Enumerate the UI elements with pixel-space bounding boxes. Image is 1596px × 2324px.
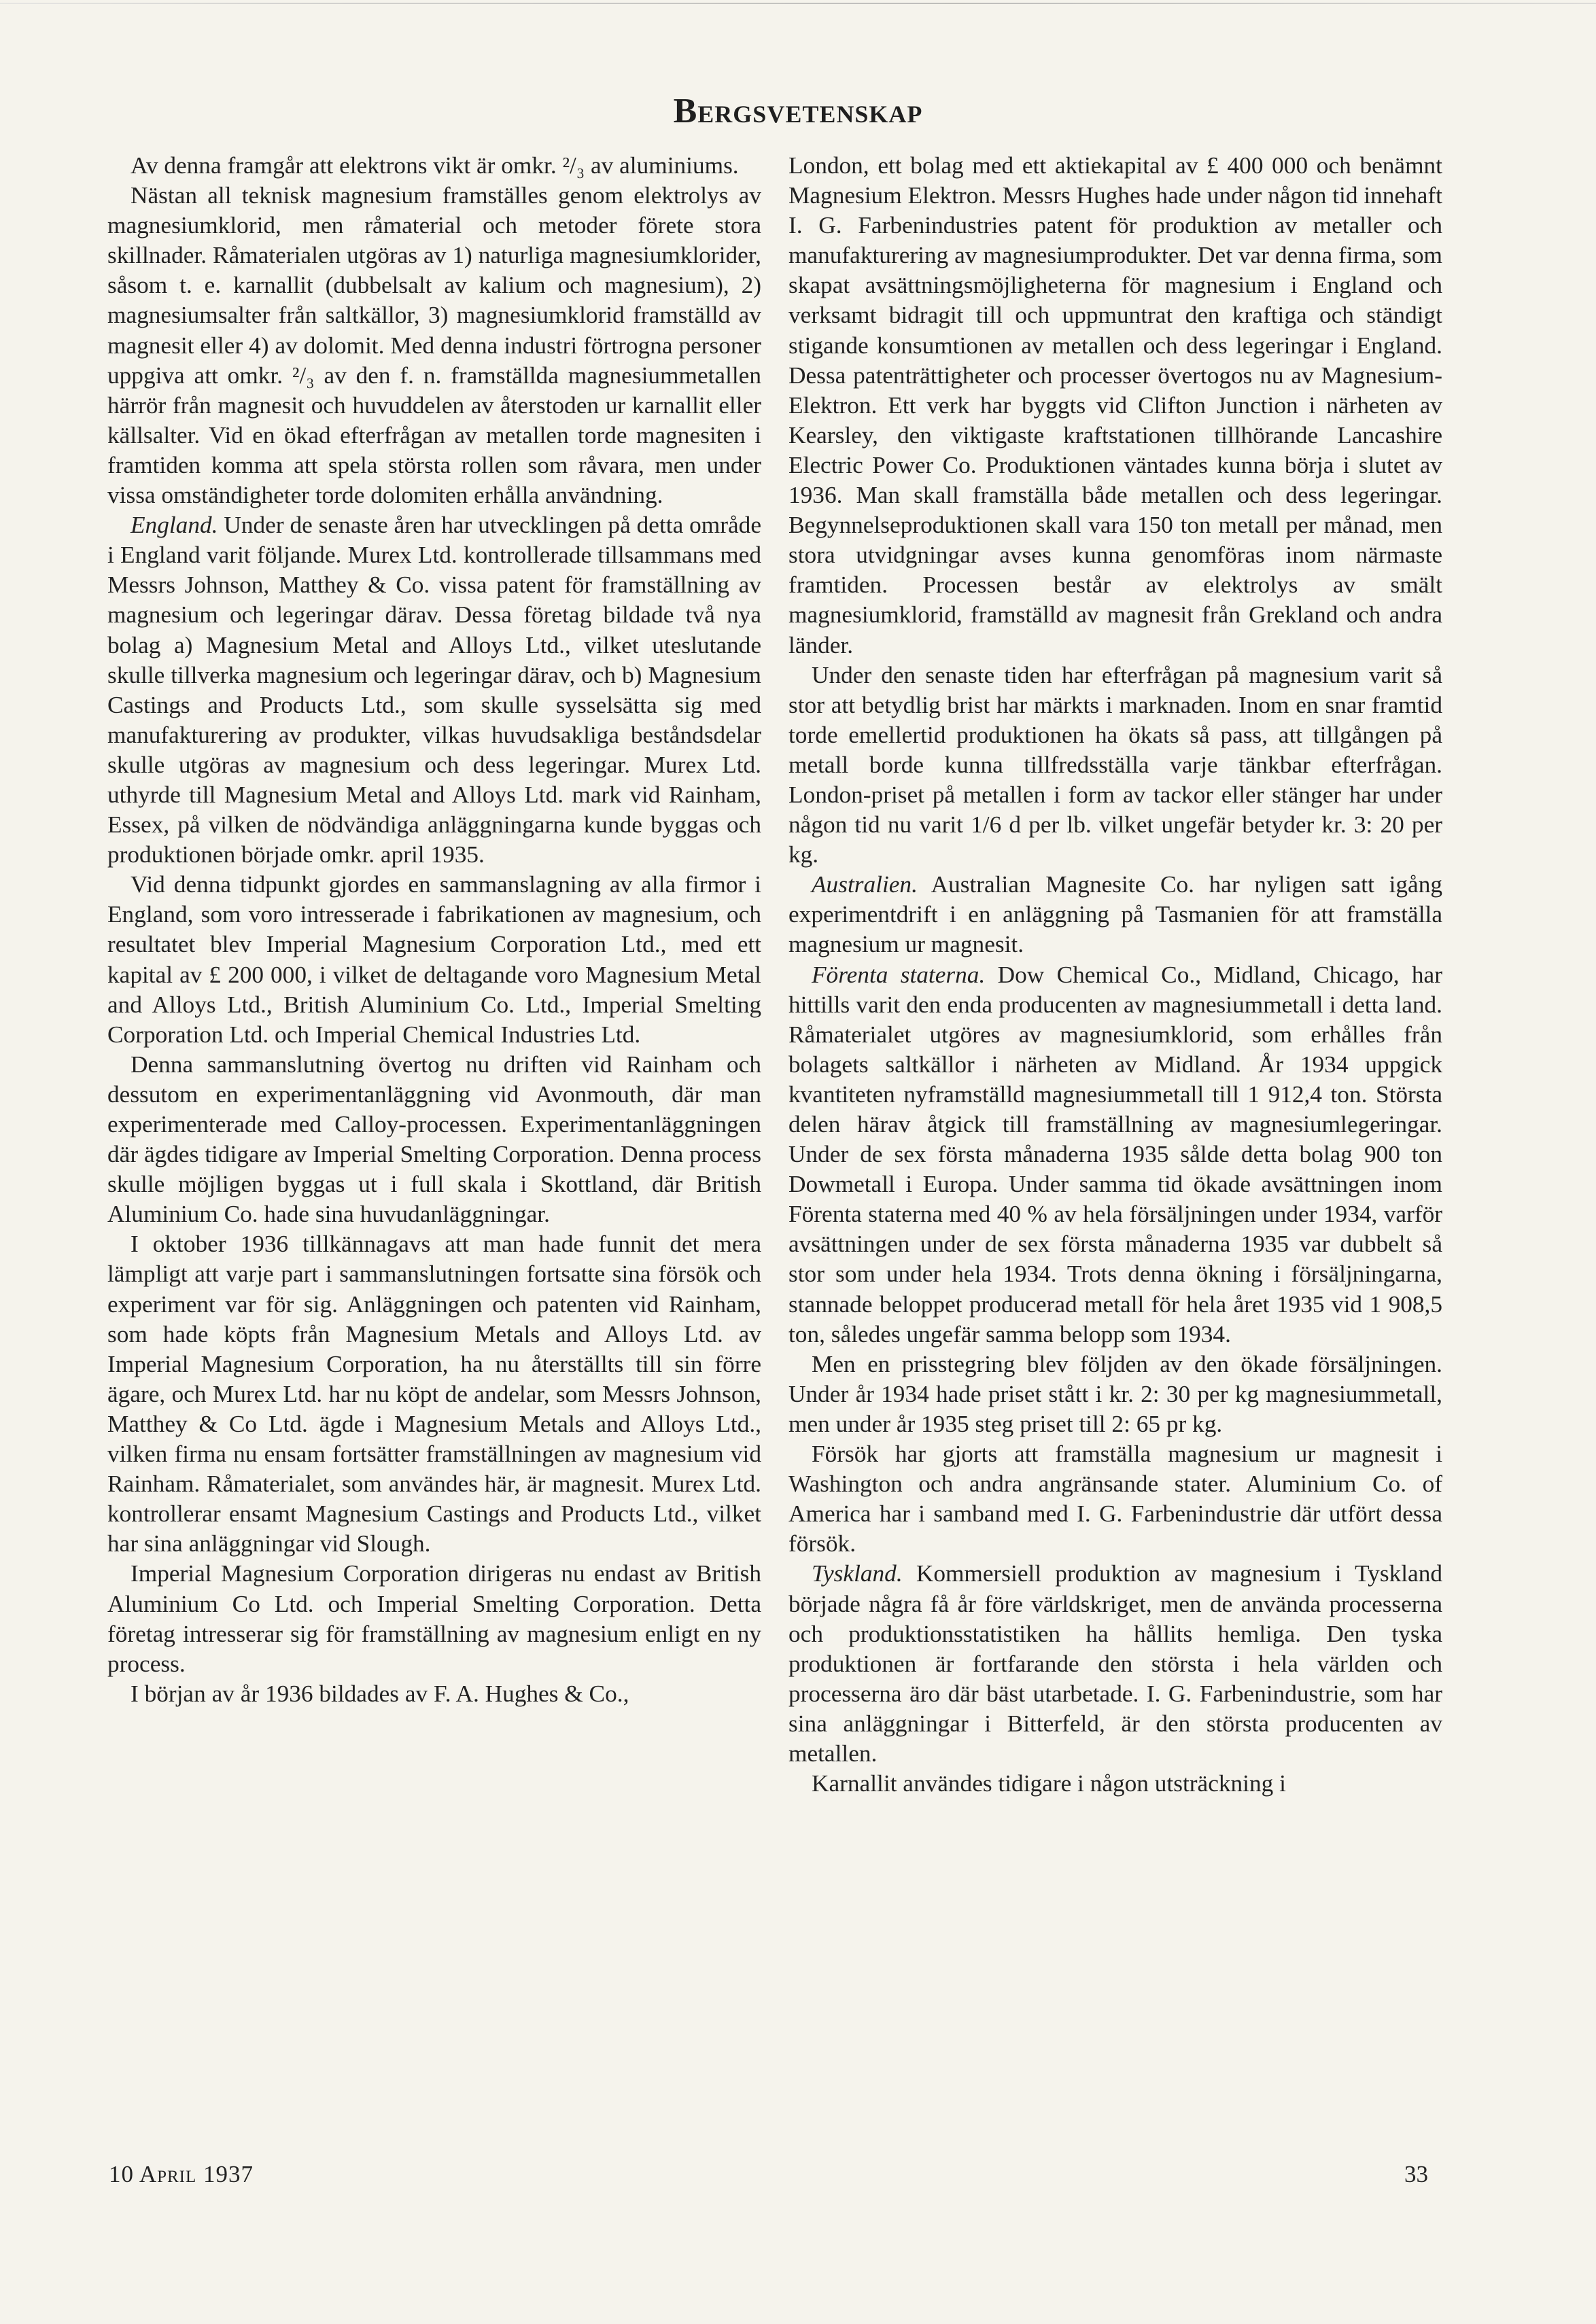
section-heading-tyskland: Tyskland. xyxy=(812,1560,903,1587)
paragraph: Nästan all teknisk magnesium framställes genom elektrolys av magnesiumklorid, men råmaterial och metoder förete stora skillnader. Råmaterialen utgöras av 1) naturliga magnesiumklorider, såsom t. e. karnallit (dubbelsalt av kalium och magnesium), 2) magnesiumsalter från saltkällor, 3) magnesiumklorid framställd av magnesit eller 4) av dolomit. Med denna industri förtrogna personer uppgiva att omkr. ²/₃ av den f. n. framställda magnesiummetallen härrör från magnesit och huvuddelen av återstoden ur karnallit eller källsalter. Vid en ökad efterfrågan av metallen torde magnesiten i framtiden komma att spela största rollen som råvara, men under vissa omständigheter torde dolomiten erhålla användning. xyxy=(107,182,761,509)
paragraph: Imperial Magnesium Corporation dirigeras nu endast av British Aluminium Co Ltd. och Imperial Smelting Corporation. Detta företag intresserar sig för framställning av magnesium enligt en ny process. xyxy=(107,1560,761,1677)
paragraph: Försök har gjorts att framställa magnesium ur magnesit i Washington och andra angränsande stater. Aluminium Co. of America har i samband med I. G. Farbenindustrie där utfört dessa försök. xyxy=(788,1441,1442,1557)
footer-date: 10 April 1937 xyxy=(109,2161,254,2187)
page-header: Bergsvetenskap xyxy=(673,92,923,130)
paragraph: I oktober 1936 tillkännagavs att man hade funnit det mera lämpligt att varje part i sammanslutningen fortsatte sina försök och experiment var för sig. Anläggningen och patenten vid Rainham, som hade köpts från Magnesium Metals and Alloys Ltd. av Imperial Magnesium Corporation, ha nu återställts till sin förre ägare, och Murex Ltd. har nu köpt de andelar, som Messrs Johnson, Matthey & Co Ltd. ägde i Magnesium Metals and Alloys Ltd., vilken firma nu ensam fortsätter framställningen av magnesium vid Rainham. Råmaterialet, som användes här, är magnesit. Murex Ltd. kontrollerar ensamt Magnesium Castings and Products Ltd., vilket har sina anläggningar vid Slough. xyxy=(107,1231,761,1557)
paragraph: Under den senaste tiden har efterfrågan på magnesium varit så stor att betydlig brist har märkts i marknaden. Inom en snar framtid torde emellertid produktionen ha ökats så pass, att tillgången på metall borde kunna tillfredsställa varje tänkbar efterfrågan. London-priset på metallen i form av tackor eller stänger har under någon tid nu varit 1/6 d per lb. vilket ungefär betyder kr. 3: 20 per kg. xyxy=(788,661,1442,868)
top-rule xyxy=(0,3,1596,4)
section-heading-england: England. xyxy=(131,512,218,539)
paragraph: Vid denna tidpunkt gjordes en sammanslagning av alla firmor i England, som voro intresserade i fabrikationen av magnesium, och resultatet blev Imperial Magnesium Corporation Ltd., med ett kapital av £ 200 000, i vilket de deltagande voro Magnesium Metal and Alloys Ltd., British Aluminium Co. Ltd., Imperial Smelting Corporation Ltd. och Imperial Chemical Industries Ltd. xyxy=(107,871,761,1048)
left-column xyxy=(107,151,761,2142)
paragraph: Men en prisstegring blev följden av den ökade försäljningen. Under år 1934 hade priset stått i kr. 2: 30 per kg magnesiummetall, men under år 1935 steg priset till 2: 65 pr kg. xyxy=(788,1350,1442,1437)
paragraph: Karnallit användes tidigare i någon utsträckning i xyxy=(812,1770,1286,1797)
right-column xyxy=(788,151,1442,2142)
paragraph: Av denna framgår att elektrons vikt är omkr. ²/₃ av aluminiums. xyxy=(131,152,739,179)
section-heading-australien: Australien. xyxy=(812,871,918,898)
paragraph xyxy=(788,870,1442,959)
paragraph-text: Australian Magnesite Co. har nyligen satt igång experimentdrift i en anläggning på Tasmanien för att framställa magnesium ur magnesit. xyxy=(788,871,1442,958)
paragraph-text: Kommersiell produktion av magnesium i Tyskland började några få år före världskriget, men de använda processerna och produktionsstatistiken ha hållits hemliga. Den tyska produktionen är fortfarande den största i hela världen och processerna äro där bäst utarbetade. I. G. Farbenindustrie, som har sina anläggningar i Bitterfeld, är den största producenten av metallen. xyxy=(788,1560,1442,1767)
paragraph xyxy=(107,510,761,870)
section-heading-forenta-staterna: Förenta staterna. xyxy=(812,961,986,988)
page-number: 33 xyxy=(1404,2161,1428,2187)
paragraph-text: Under de senaste åren har utvecklingen på detta område i England varit följande. Murex Ltd. kontrollerade tillsammans med Messrs Johnson, Matthey & Co. vissa patent för framställning av magnesium och legeringar därav. Dessa företag bildade två nya bolag a) Magnesium Metal and Alloys Ltd., vilket uteslutande skulle tillverka magnesium och legeringar därav, och b) Magnesium Castings and Products Ltd., som skulle sysselsätta sig med manufakturering av produkter, vilkas huvudsakliga beståndsdelar skulle utgöras av magnesium och dess legeringar. Murex Ltd. uthyrde till Magnesium Metal and Alloys Ltd. mark vid Rainham, Essex, på vilken de nödvändiga anläggningarna kunde byggas och produktionen började omkr. april 1935. xyxy=(107,512,761,868)
paragraph: Denna sammanslutning övertog nu driften vid Rainham och dessutom en experimentanläggning vid Avonmouth, där man experimenterade med Calloy-processen. Experimentanläggningen där ägdes tidigare av Imperial Smelting Corporation. Denna process skulle möjligen byggas ut i full skala i Skottland, där British Aluminium Co. hade sina huvudanläggningar. xyxy=(107,1051,761,1228)
paragraph xyxy=(788,960,1442,1350)
paragraph-text: Dow Chemical Co., Midland, Chicago, har hittills varit den enda producenten av magnesiummetall i detta land. Råmaterialet utgöres av magnesiumklorid, som erhålles från bolagets saltkällor i närheten av Midland. År 1934 uppgick kvantiteten nyframställd magnesiummetall till 1 912,4 ton. Största delen härav åtgick till framställning av magnesiumlegeringar. Under de sex första månaderna 1935 sålde detta bolag 900 ton Dowmetall i Europa. Under samma tid ökade avsättningen inom Förenta staterna med 40 % av hela försäljningen under 1934, varför avsättningen under de sex första månaderna 1935 var dubbelt så stor som under hela 1934. Trots denna ökning i försäljningarna, stannade beloppet producerad metall för hela året 1935 vid 1 908,5 ton, således ungefär samma belopp som 1934. xyxy=(788,961,1442,1348)
paragraph xyxy=(788,1559,1442,1769)
paragraph: London, ett bolag med ett aktiekapital av £ 400 000 och benämnt Magnesium Elektron. Messrs Hughes hade under någon tid innehaft I. G. Farbenindustries patent för produktion av metaller och manufakturering av magnesiumprodukter. Det var denna firma, som skapat avsättningsmöjligheterna för magnesium i England och verksamt bidragit till och uppmuntrat den kraftiga och ständigt stigande konsumtionen av metallen och dess legeringar i England. Dessa patenträttigheter och processer övertogos nu av Magnesium-Elektron. Ett verk har byggts vid Clifton Junction i närheten av Kearsley, den viktigaste kraftstationen tillhörande Lancashire Electric Power Co. Produktionen väntades kunna börja i slutet av 1936. Man skall framställa både metallen och dess legeringar. Begynnelseproduktionen skall vara 150 ton metall per månad, men stora utvidgningar avses kunna genomföras inom närmaste framtiden. Processen består av elektrolys av smält magnesiumklorid, framställd av magnesit från Grekland och andra länder. xyxy=(788,152,1442,658)
paragraph: I början av år 1936 bildades av F. A. Hughes & Co., xyxy=(131,1680,629,1707)
